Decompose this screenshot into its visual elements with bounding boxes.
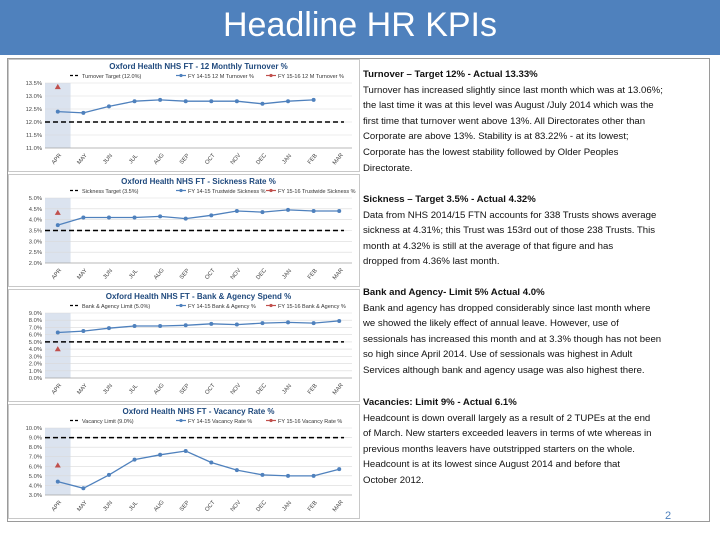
data-point [337, 319, 341, 323]
y-tick-label: 9.0% [28, 311, 42, 317]
vacancy-chart-svg [8, 404, 360, 519]
data-point [337, 467, 341, 471]
x-tick-label: DEC [255, 152, 268, 166]
x-tick-label: OCT [204, 267, 217, 281]
x-tick-label: AUG [153, 267, 166, 282]
kpi-line: month at 4.32% is still at the average of that figure and has [363, 240, 614, 252]
sickness-chart-svg [8, 174, 360, 287]
y-tick-label: 13.0% [25, 94, 42, 100]
y-tick-label: 2.0% [28, 261, 42, 267]
y-tick-label: 4.0% [28, 483, 42, 490]
data-point [184, 217, 188, 221]
y-tick-label: 11.0% [25, 146, 42, 152]
x-tick-label: JUN [102, 383, 115, 396]
data-point [337, 209, 341, 213]
legend-label: Sickness Target (3.5%) [82, 189, 139, 195]
data-point [56, 331, 60, 335]
page-title: Headline HR KPIs [222, 6, 497, 44]
y-tick-label: 3.0% [28, 239, 42, 246]
data-point [107, 216, 111, 220]
legend-key-marker [179, 189, 182, 192]
legend-key-marker [269, 419, 272, 422]
kpi-line: we showed the likely effect of annual leave. However, use of [363, 318, 619, 330]
x-tick-label: FEB [306, 383, 319, 396]
data-point [286, 208, 290, 212]
y-tick-label: 12.0% [25, 120, 42, 126]
x-tick-label: JUL [128, 383, 140, 396]
y-tick-label: 7.0% [28, 325, 42, 332]
x-tick-label: JAN [281, 268, 294, 281]
legend-label: FY 15-16 12 M Turnover % [278, 74, 344, 80]
kpi-line: so high since April 2014. Use of sessionals was highest in Adult [363, 349, 633, 361]
data-point [312, 209, 316, 213]
x-tick-label: JUL [128, 268, 140, 281]
data-point [81, 111, 85, 115]
kpi-line: October 2012. [363, 474, 424, 486]
data-point [235, 323, 239, 327]
x-tick-label: MAY [76, 267, 89, 281]
x-tick-label: MAY [76, 382, 89, 396]
x-tick-label: FEB [306, 500, 319, 513]
x-tick-label: APR [50, 152, 64, 166]
kpi-line: Services although bank and agency usage was also highest there. [363, 364, 645, 376]
legend-key-marker [179, 74, 182, 77]
y-tick-label: 4.5% [28, 206, 42, 213]
kpi-line: Directorate. [363, 162, 413, 174]
data-point [184, 99, 188, 103]
y-tick-label: 2.0% [28, 361, 42, 368]
data-point [235, 468, 239, 472]
y-tick-label: 4.0% [28, 217, 42, 224]
x-tick-label: DEC [255, 499, 268, 513]
data-point [312, 474, 316, 478]
data-point [209, 213, 213, 217]
data-point [158, 453, 162, 457]
kpi-bank-agency [363, 285, 703, 379]
kpi-line: Turnover has increased slightly since last month which was at 13.06%; [363, 84, 663, 96]
data-point [158, 98, 162, 102]
data-point [107, 104, 111, 108]
y-tick-label: 5.0% [28, 196, 42, 202]
data-point [56, 223, 60, 227]
x-tick-label: NOV [229, 382, 243, 397]
legend-label: FY 14-15 Bank & Agency % [188, 304, 256, 310]
x-tick-label: NOV [229, 267, 243, 282]
bank-agency-chart-svg [8, 289, 360, 402]
x-tick-label: SEP [178, 382, 191, 396]
page-number: 2 [665, 510, 672, 522]
vacancy-chart [8, 404, 360, 519]
x-tick-label: DEC [255, 267, 268, 281]
x-tick-label: APR [50, 499, 64, 513]
data-point [184, 449, 188, 453]
x-tick-label: DEC [255, 382, 268, 396]
kpi-line: sickness at 4.31%; this Trust was 153rd out of those 238 Trusts. This [363, 225, 656, 237]
kpi-line: Corporate has the lowest stability followed by Older Peoples [363, 146, 619, 158]
data-point [81, 216, 85, 220]
chart-title: Oxford Health NHS FT - Sickness Rate % [121, 177, 276, 186]
x-tick-label: JUN [102, 268, 115, 281]
x-tick-label: OCT [204, 499, 217, 513]
y-tick-label: 2.5% [28, 250, 42, 257]
y-tick-label: 4.0% [28, 347, 42, 354]
legend-key-marker [179, 419, 182, 422]
legend-label: FY 15-16 Trustwide Sickness % [278, 189, 356, 195]
x-tick-label: SEP [178, 152, 191, 166]
x-tick-label: SEP [178, 267, 191, 281]
y-tick-label: 3.0% [28, 493, 42, 499]
kpi-line: dropped from 4.36% last month. [363, 256, 500, 268]
y-tick-label: 5.0% [28, 339, 42, 346]
legend-label: Vacancy Limit (9.0%) [82, 419, 134, 425]
sickness-chart [8, 174, 360, 287]
x-tick-label: FEB [306, 153, 319, 166]
kpi-line: previous months leavers have outstripped starters on the whole. [363, 443, 635, 455]
kpi-line: Corporate are above 13%. Stability is at 83.22% - at its lowest; [363, 131, 629, 143]
x-tick-label: JUL [128, 153, 140, 166]
data-point [312, 321, 316, 325]
data-point [81, 486, 85, 490]
kpi-heading: Sickness – Target 3.5% - Actual 4.32% [363, 194, 536, 205]
x-tick-label: AUG [153, 152, 166, 167]
x-tick-label: MAR [332, 152, 345, 167]
kpi-line: Bank and agency has dropped considerably since last month where [363, 302, 651, 314]
data-point [260, 102, 264, 106]
chart-title: Oxford Health NHS FT - Vacancy Rate % [122, 407, 275, 416]
y-tick-label: 12.5% [25, 107, 42, 113]
legend-label: FY 14-15 Trustwide Sickness % [188, 189, 266, 195]
x-tick-label: JUN [102, 153, 115, 166]
legend-label: FY 15-16 Vacancy Rate % [278, 419, 343, 425]
x-tick-label: MAR [332, 382, 345, 397]
data-point [209, 99, 213, 103]
kpi-sickness [363, 192, 703, 270]
legend-label: FY 14-15 12 M Turnover % [188, 74, 254, 80]
y-tick-label: 3.0% [28, 354, 42, 361]
data-point [209, 322, 213, 326]
x-tick-label: APR [50, 267, 64, 281]
content-frame [7, 58, 710, 522]
x-tick-label: APR [50, 382, 64, 396]
kpi-heading: Bank and Agency- Limit 5% Actual 4.0% [363, 287, 545, 298]
x-tick-label: MAY [76, 152, 89, 166]
turnover-chart-svg [8, 59, 360, 172]
y-tick-label: 3.5% [28, 228, 42, 235]
x-tick-label: SEP [178, 499, 191, 513]
data-point [260, 473, 264, 477]
y-tick-label: 9.0% [28, 435, 42, 442]
data-point [158, 214, 162, 218]
x-tick-label: JUN [102, 500, 115, 513]
x-tick-label: MAR [332, 499, 345, 514]
kpi-line: Headcount is down overall largely as a result of 2 TUPEs at the end [363, 412, 651, 424]
chart-title: Oxford Health NHS FT - Bank & Agency Spend % [105, 292, 292, 301]
y-tick-label: 13.5% [25, 81, 42, 87]
y-tick-label: 0.0% [28, 376, 42, 382]
data-point [133, 216, 137, 220]
kpi-line: Data from NHS 2014/15 FTN accounts for 338 Trusts shows average [363, 209, 657, 221]
kpi-vacancies [363, 395, 703, 489]
data-point [56, 110, 60, 114]
x-tick-label: OCT [204, 382, 217, 396]
y-tick-label: 7.0% [28, 454, 42, 461]
data-point [158, 324, 162, 328]
data-point [133, 458, 137, 462]
legend-key-marker [269, 304, 272, 307]
kpi-line: the last time it was at this level was August /July 2014 which was the [363, 100, 654, 112]
data-point [107, 473, 111, 477]
current-month-band [45, 83, 71, 148]
data-point [133, 324, 137, 328]
data-point [209, 460, 213, 464]
kpi-heading: Turnover – Target 12% - Actual 13.33% [363, 69, 538, 80]
y-tick-label: 8.0% [28, 445, 42, 452]
data-point [312, 98, 316, 102]
y-tick-label: 5.0% [28, 473, 42, 480]
data-point [133, 99, 137, 103]
kpi-line: first time that turnover went above 13%. All Directorates other than [363, 115, 646, 127]
data-point [235, 99, 239, 103]
data-point [286, 99, 290, 103]
x-tick-label: JAN [281, 383, 294, 396]
y-tick-label: 6.0% [28, 464, 42, 471]
data-point [286, 474, 290, 478]
turnover-chart [8, 59, 360, 172]
legend-label: Bank & Agency Limit (5.0%) [82, 304, 151, 310]
legend-key-marker [269, 189, 272, 192]
current-month-band [45, 313, 71, 378]
x-tick-label: NOV [229, 152, 243, 167]
y-tick-label: 11.5% [25, 133, 42, 139]
x-tick-label: MAY [76, 499, 89, 513]
data-point [286, 320, 290, 324]
data-point [260, 321, 264, 325]
legend-key-marker [179, 304, 182, 307]
kpi-line: of March. New starters exceeded leavers in terms of wte whereas in [363, 428, 652, 440]
y-tick-label: 8.0% [28, 318, 42, 325]
x-tick-label: JAN [281, 153, 294, 166]
kpi-line: sessionals has increased this month and at 3.3% though has not been [363, 333, 662, 345]
legend-label: FY 15-16 Bank & Agency % [278, 304, 346, 310]
x-tick-label: FEB [306, 268, 319, 281]
data-point [81, 329, 85, 333]
x-tick-label: AUG [153, 382, 166, 397]
legend-key-marker [269, 74, 272, 77]
data-point [56, 480, 60, 484]
y-tick-label: 6.0% [28, 332, 42, 339]
data-point [235, 209, 239, 213]
kpi-turnover [363, 67, 703, 176]
title-bar [0, 0, 720, 55]
kpi-heading: Vacancies: Limit 9% - Actual 6.1% [363, 397, 517, 408]
legend-label: FY 14-15 Vacancy Rate % [188, 419, 253, 425]
x-tick-label: JAN [281, 500, 294, 513]
data-point [107, 326, 111, 330]
kpi-line: Headcount is at its lowest since August 2014 and before that [363, 459, 621, 471]
chart-title: Oxford Health NHS FT - 12 Monthly Turnover % [109, 62, 288, 71]
legend-label: Turnover Target (12.0%) [82, 74, 142, 80]
bank-agency-chart [8, 289, 360, 402]
x-tick-label: OCT [204, 152, 217, 166]
y-tick-label: 10.0% [25, 426, 42, 432]
x-tick-label: NOV [229, 499, 243, 514]
x-tick-label: JUL [128, 500, 140, 513]
y-tick-label: 1.0% [28, 368, 42, 375]
x-tick-label: AUG [153, 499, 166, 514]
data-point [184, 323, 188, 327]
x-tick-label: MAR [332, 267, 345, 282]
data-point [260, 210, 264, 214]
